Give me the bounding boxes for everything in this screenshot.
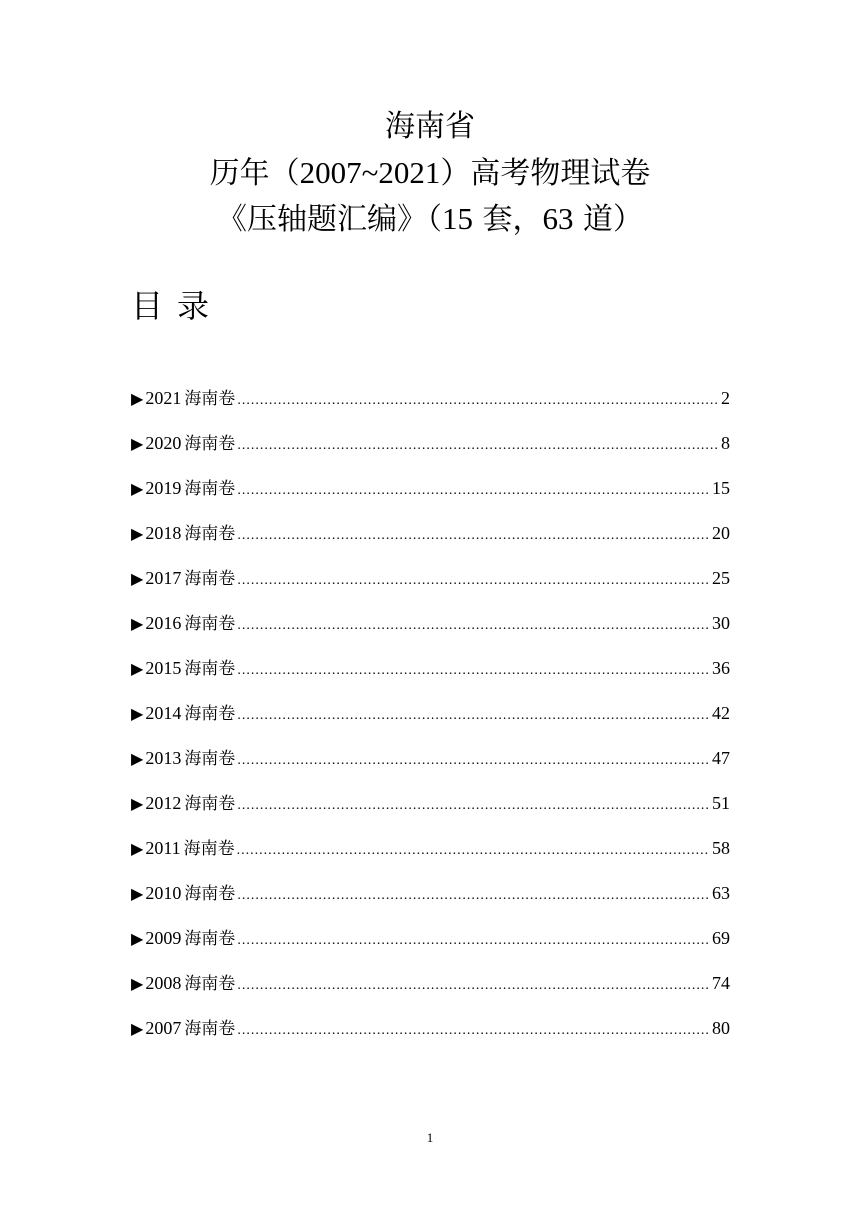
toc-entry-year: 2009: [145, 928, 182, 948]
toc-entry-page: 20: [712, 523, 730, 543]
toc-entry[interactable]: [131, 968, 730, 1013]
toc-entry[interactable]: [131, 563, 730, 608]
dot-leader: [237, 791, 710, 821]
toc-entry-year: 2015: [145, 658, 182, 678]
title-compilation-mid: 套，: [472, 202, 543, 237]
title-exam-prefix: 历年（: [209, 156, 300, 191]
title-exam-suffix: ）高考物理试卷: [440, 156, 651, 191]
triangle-bullet-icon: ▶: [131, 524, 144, 543]
toc-entry-title: 海南卷: [183, 839, 235, 859]
toc-entry-page: 42: [712, 703, 730, 723]
toc-entry-year: 2016: [145, 613, 182, 633]
triangle-bullet-icon: ▶: [131, 1019, 144, 1038]
toc-entry-page: 69: [712, 928, 730, 948]
triangle-bullet-icon: ▶: [131, 839, 144, 858]
toc-entry[interactable]: [131, 878, 730, 923]
toc-entry[interactable]: [131, 788, 730, 833]
triangle-bullet-icon: ▶: [131, 389, 144, 408]
toc-entry-page: 2: [721, 388, 730, 408]
triangle-bullet-icon: ▶: [131, 704, 144, 723]
toc-entry-page: 47: [712, 748, 730, 768]
toc-entry-page: 51: [712, 793, 730, 813]
dot-leader: [237, 836, 710, 866]
triangle-bullet-icon: ▶: [131, 479, 144, 498]
toc-entry-year: 2019: [145, 478, 182, 498]
toc-entry-year: 2008: [145, 973, 182, 993]
title-line-compilation: [0, 196, 860, 242]
toc-entry[interactable]: [131, 653, 730, 698]
triangle-bullet-icon: ▶: [131, 434, 144, 453]
title-line-province: [0, 104, 860, 150]
dot-leader: [237, 656, 710, 686]
toc-entry-title: 海南卷: [184, 479, 236, 499]
toc-entry-title: 海南卷: [184, 569, 236, 589]
toc-entry-title: 海南卷: [184, 884, 236, 904]
dot-leader: [237, 566, 710, 596]
triangle-bullet-icon: ▶: [131, 569, 144, 588]
title-compilation-prefix: 《压轴题汇编》（: [216, 202, 442, 237]
toc-heading: 目录: [131, 287, 224, 325]
dot-leader: [237, 881, 710, 911]
page-number: 1: [426, 1130, 434, 1145]
triangle-bullet-icon: ▶: [131, 659, 144, 678]
toc-entry[interactable]: [131, 428, 730, 473]
triangle-bullet-icon: ▶: [131, 614, 144, 633]
toc-entry-title: 海南卷: [184, 704, 236, 724]
toc-entry-year: 2007: [145, 1018, 182, 1038]
document-title: [0, 104, 860, 242]
dot-leader: [237, 476, 710, 506]
toc-entry[interactable]: [131, 923, 730, 968]
dot-leader: [237, 971, 710, 1001]
toc-entry-page: 80: [712, 1018, 730, 1038]
toc-entry-year: 2018: [145, 523, 182, 543]
toc-entry-year: 2012: [145, 793, 182, 813]
toc-entry-title: 海南卷: [184, 794, 236, 814]
toc-entry-page: 58: [712, 838, 730, 858]
toc-entry-year: 2011: [145, 838, 181, 858]
toc-entry[interactable]: [131, 383, 730, 428]
triangle-bullet-icon: ▶: [131, 794, 144, 813]
toc-entry-title: 海南卷: [184, 614, 236, 634]
dot-leader: [237, 386, 719, 416]
dot-leader: [237, 611, 710, 641]
toc-entry-title: 海南卷: [184, 389, 236, 409]
toc-entry-page: 74: [712, 973, 730, 993]
toc-entry-page: 63: [712, 883, 730, 903]
toc-entry[interactable]: [131, 608, 730, 653]
dot-leader: [237, 431, 719, 461]
title-province: 海南省: [385, 109, 475, 144]
triangle-bullet-icon: ▶: [131, 929, 144, 948]
triangle-bullet-icon: ▶: [131, 884, 144, 903]
toc-entry-page: 8: [721, 433, 730, 453]
toc-entry-title: 海南卷: [184, 434, 236, 454]
title-line-exam: [0, 150, 860, 196]
toc-entry[interactable]: [131, 698, 730, 743]
table-of-contents: [131, 383, 730, 1058]
toc-entry-title: 海南卷: [184, 524, 236, 544]
toc-entry-page: 36: [712, 658, 730, 678]
toc-entry-year: 2017: [145, 568, 182, 588]
toc-entry-title: 海南卷: [184, 749, 236, 769]
toc-entry[interactable]: [131, 1013, 730, 1058]
toc-entry[interactable]: [131, 833, 730, 878]
toc-entry-page: 25: [712, 568, 730, 588]
dot-leader: [237, 746, 710, 776]
triangle-bullet-icon: ▶: [131, 749, 144, 768]
toc-entry-title: 海南卷: [184, 659, 236, 679]
dot-leader: [237, 701, 710, 731]
title-set-count: 15: [441, 201, 473, 236]
dot-leader: [237, 521, 710, 551]
title-question-count: 63: [542, 201, 574, 236]
toc-entry-title: 海南卷: [184, 974, 236, 994]
toc-entry-year: 2021: [145, 388, 182, 408]
toc-entry-year: 2013: [145, 748, 182, 768]
triangle-bullet-icon: ▶: [131, 974, 144, 993]
toc-entry-title: 海南卷: [184, 1019, 236, 1039]
toc-entry[interactable]: [131, 743, 730, 788]
toc-entry-year: 2020: [145, 433, 182, 453]
toc-entry-page: 30: [712, 613, 730, 633]
toc-entry[interactable]: [131, 473, 730, 518]
title-compilation-suffix: 道）: [573, 202, 644, 237]
dot-leader: [237, 1016, 710, 1046]
toc-entry-title: 海南卷: [184, 929, 236, 949]
toc-entry-year: 2010: [145, 883, 182, 903]
title-exam-years: 2007~2021: [299, 155, 441, 190]
dot-leader: [237, 926, 710, 956]
toc-entry[interactable]: [131, 518, 730, 563]
toc-entry-page: 15: [712, 478, 730, 498]
toc-entry-year: 2014: [145, 703, 182, 723]
